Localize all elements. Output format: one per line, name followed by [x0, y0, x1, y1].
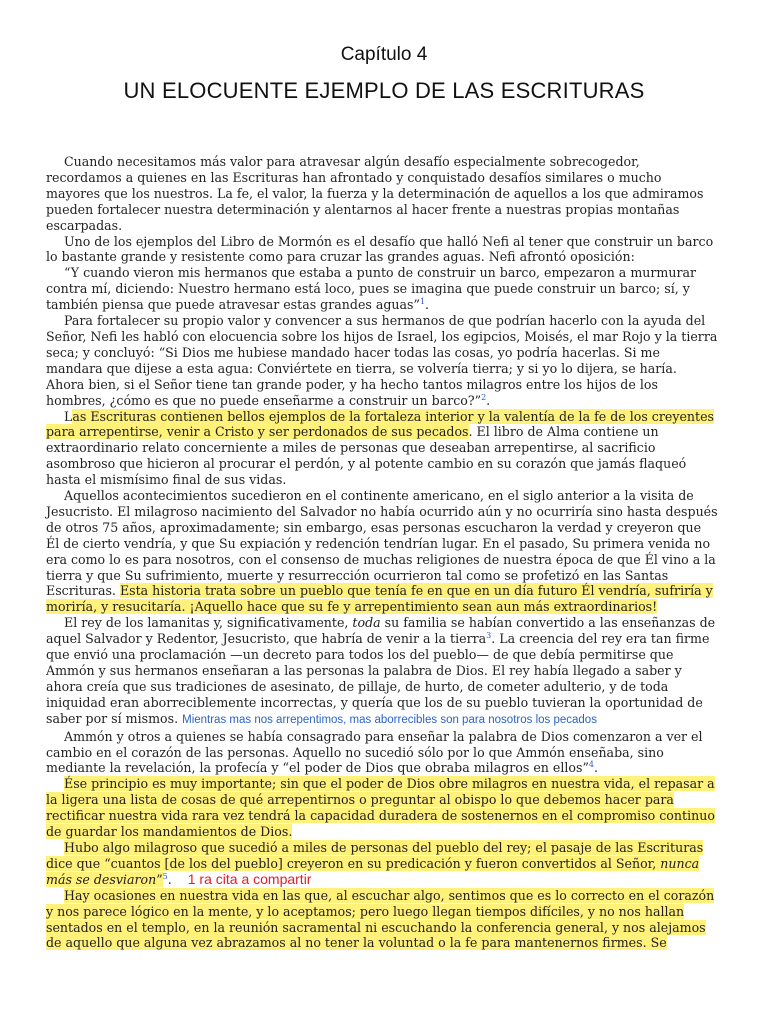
- paragraph-3-quote: “Y cuando vieron mis hermanos que estaba a punto de construir un barco, empezaron a murmurar contra mí, diciendo: Nuestro hermano está loco, pues se imagina que puede construir un barco; sí, y también piensa que puede atravesar estas grandes aguas”$^1$.: [46, 265, 696, 313]
- paragraph-9: [46, 776, 718, 840]
- paragraph-6: Aquellos acontecimientos sucedieron en el continente americano, en el siglo anterior a la visita de Jesucristo. El milagroso nacimiento del Salvador no había ocurrido aún y no ocurriría sino hasta después de otros 75 años, aproximadamente; sin embargo, esas personas escucharon la verdad y creyeron que Él de cierto vendría, y que Su expiación y redención tendrían lugar. En el pasado, Su primera venida no era como lo es para nosotros, con el consenso de muchas religiones de nuestra época de que Él vino a la tierra y que Su sufrimiento, muerte y resurrección ocurrieron tal como se profetizó en las Santas Escrituras. Esta historia trata sobre un pueblo que tenía fe en que en un día futuro Él vendría, sufriría y moriría, y resucitaría. ¡Aquello hace que su fe y arrepentimiento sean aun más extraordinarios!: [46, 488, 718, 615]
- footnote-ref[interactable]: 4: [588, 760, 595, 770]
- paragraph-8: Ammón y otros a quienes se había consagrado para enseñar la palabra de Dios comenzaron a ver el cambio en el corazón de las personas. Aquello no sucedió sólo por lo que Ammón enseñaba, sino mediante la revelación, la profecía y “el poder de Dios que obraba milagros en ellos”$^4$.: [46, 728, 703, 776]
- paragraph-2: Uno de los ejemplos del Libro de Mormón es el desafío que halló Nefi al tener que construir un barco lo bastante grande y resistente como para cruzar las grandes aguas. Nefi afrontó oposición:: [46, 233, 714, 265]
- footnote-ref[interactable]: 5: [162, 871, 168, 881]
- paragraph-10: Hubo algo milagroso que sucedió a miles de personas del pueblo del rey; el pasaje de las Escrituras dice que “cuantos [de los del pueblo] creyeron en su predicación y fueron convertidos al Señor, nunca más se desviaron”$^5$. 1 ra cita a compartir: [46, 839, 704, 887]
- footnote-ref[interactable]: 1: [419, 296, 426, 306]
- annotation-note: 1 ra cita a compartir: [187, 870, 312, 887]
- annotation-note: Mientras mas nos arrepentimos, mas aborrecibles son para nosotros los pecados: [182, 713, 597, 726]
- paragraph-1: Cuando necesitamos más valor para atravesar algún desafío especialmente sobrecogedor, recordamos a quienes en las Escrituras han afrontado y conquistado desafíos similares o mucho mayores que los nuestros. La fe, el valor, la fuerza y la determinación de aquellos a los que admiramos pueden fortalecer nuestra determinación y alentarnos al hacer frente a nuestras propias montañas escarpadas.: [46, 154, 704, 233]
- paragraph-5: Las Escrituras contienen bellos ejemplos de la fortaleza interior y la valentía de la fe de los creyentes para arrepentirse, venir a Cristo y ser perdonados de sus pecados. El libro de Alma contiene un extraordinario relato concerniente a miles de personas que deseaban arrepentirse, al sacrificio asombroso que hicieron al procurar el perdón, y al potente cambio en su corazón que jamás flaqueó hasta el mismísimo final de sus vidas.: [46, 408, 714, 488]
- paragraph-11: [46, 888, 718, 952]
- highlight: Hay ocasiones en nuestra vida en las que, al escuchar algo, sentimos que es lo correcto en el corazón y nos parece lógico en la mente, y lo aceptamos; pero luego llegan tiempos difíciles, y no nos hallan sentados en el templo, en la reunión sacramental ni escuchando la conferencia general, y nos alejamos de aquello que alguna vez abrazamos al no tener la voluntad o la fe para mantenernos firmes. Se: [46, 887, 715, 951]
- paragraph-4: Para fortalecer su propio valor y convencer a sus hermanos de que podrían hacerlo con la ayuda del Señor, Nefi les habló con elocuencia sobre los hijos de Israel, los egipcios, Moisés, el mar Rojo y la tierra seca; y concluyó: “Si Dios me hubiese mandado hacer todas las cosas, yo podría hacerlas. Si me mandara que dijese a esta agua: Conviértete en tierra, se volvería tierra; y si yo lo dijera, se haría. Ahora bien, si el Señor tiene tan grande poder, y ha hecho tantos milagros entre los hijos de los hombres, ¿cómo es que no puede enseñarme a construir un barco?”$^2$.: [46, 313, 718, 408]
- highlight: as Escrituras contienen bellos ejemplos de la fortaleza interior y la valentía de la fe de los creyentes para arrepentirse, venir a Cristo y ser perdonados de sus pecados: [46, 408, 714, 440]
- highlight: Ése principio es muy importante; sin que el poder de Dios obre milagros en nuestra vida, el repasar a la ligera una lista de cosas de qué arrepentirnos o preguntar al obispo lo que debemos hacer para rectificar nuestra vida rara vez tendrá la capacidad duradera de sostenernos en el compromiso continuo de guardar los mandamientos de Dios.: [46, 776, 715, 840]
- chapter-body: [46, 154, 718, 951]
- chapter-title: UN ELOCUENTE EJEMPLO DE LAS ESCRITURAS: [123, 78, 645, 103]
- highlight: Hubo algo milagroso que sucedió a miles de personas del pueblo del rey; el pasaje de las Escrituras dice que “cuantos [de los del pueblo] creyeron en su predicación y fueron convertidos al Señor, nunca más se desviaron”: [46, 839, 704, 887]
- paragraph-7: El rey de los lamanitas y, significativamente, toda su familia se habían convertido a las enseñanzas de aquel Salvador y Redentor, Jesucristo, que habría de venir a la tierra$^3$. La creencia del rey era tan firme que envió una proclamación —un decreto para todos los del pueblo— de que debía permitirse que Ammón y sus hermanos enseñaran a las personas la palabra de Dios. El rey había llegado a saber y ahora creía que sus tradiciones de asesinato, de pillaje, de hurto, de cometer adulterio, y de toda iniquidad eran aborreciblemente incorrectas, y quería que los de su pueblo tuvieran la oportunidad de saber por sí mismos. Mientras mas nos arrepentimos, mas aborrecibles son para nosotros los pecados: [46, 615, 716, 726]
- footnote-ref[interactable]: 2: [481, 392, 487, 402]
- chapter-label: Capítulo 4: [340, 44, 428, 65]
- footnote-ref[interactable]: 3: [486, 631, 492, 640]
- highlight: Esta historia trata sobre un pueblo que tenía fe en que en un día futuro Él vendría, sufriría y moriría, y resucitaría. ¡Aquello hace que su fe y arrepentimiento sean aun más extraordinarios!: [46, 583, 713, 615]
